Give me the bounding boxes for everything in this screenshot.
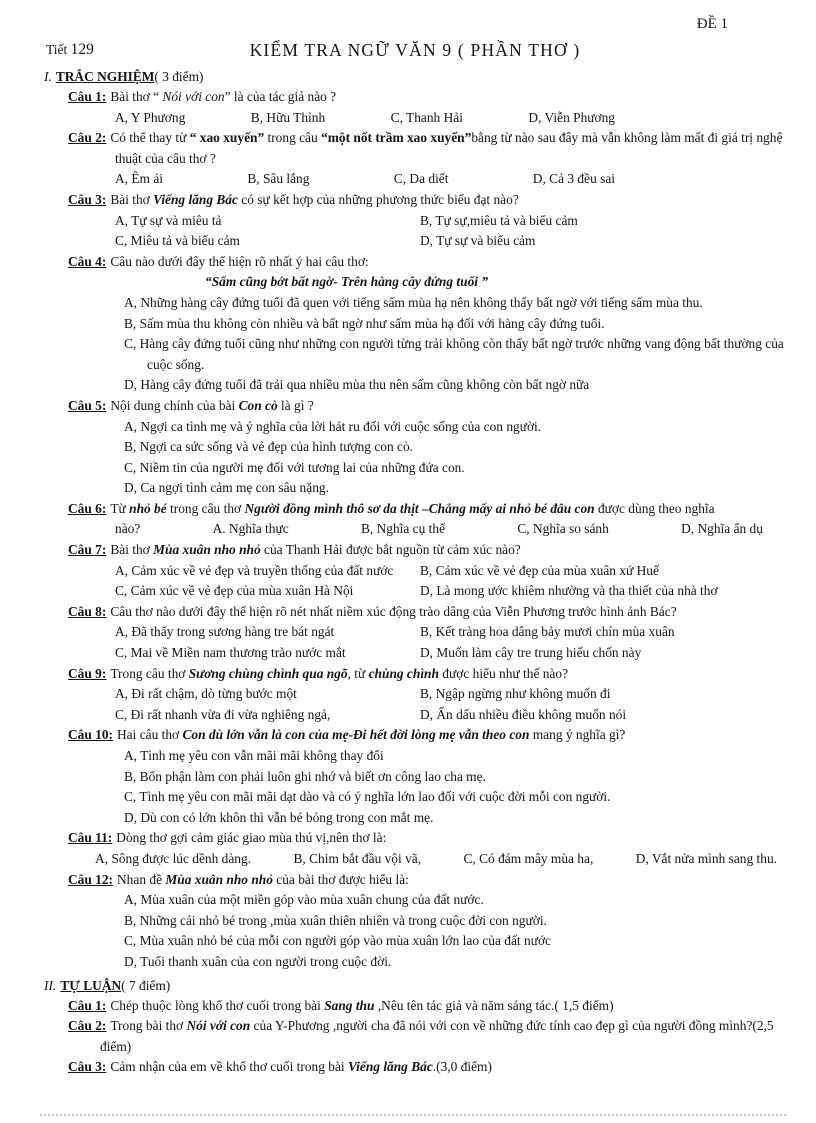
question-label: Câu 2: xyxy=(68,1018,107,1034)
text-segment: có sự kết hợp của những phương thức biểu đạt nào? xyxy=(237,191,519,207)
question xyxy=(44,252,786,396)
essay-question-list xyxy=(44,996,786,1078)
text-segment: Tình mẹ yêu con vẫn mãi mãi không thay đổi xyxy=(140,748,384,763)
question-text xyxy=(44,602,786,623)
answer-option xyxy=(391,108,463,129)
option-letter: B, xyxy=(124,912,140,928)
text-segment: ,Nêu tên tác giả và năm sáng tác.( 1,5 điểm) xyxy=(374,997,614,1013)
text-segment: Viễn Phương xyxy=(544,109,615,125)
text-segment: Niềm tin của người mẹ đối với tương lai của những đứa con. xyxy=(139,459,465,475)
options-group xyxy=(115,561,786,602)
text-segment: Nghĩa so sánh xyxy=(532,521,609,537)
text-segment: Mùa xuân của một miền góp vào mùa xuân chung của đất nước. xyxy=(140,892,484,908)
text-segment: Nghĩa ẩn dụ xyxy=(697,521,763,537)
section-essay-title: TỰ LUẬN xyxy=(60,977,122,993)
text-segment: Nói với con xyxy=(186,1018,251,1034)
answer-option xyxy=(124,911,786,932)
answer-option xyxy=(420,581,786,602)
section-mcq-numeral: I. xyxy=(44,69,52,84)
option-letter: A, xyxy=(115,686,132,702)
answer-option xyxy=(124,808,786,829)
answer-option xyxy=(115,705,420,726)
answer-option xyxy=(124,417,786,438)
question-label: Câu 4: xyxy=(68,253,107,269)
answer-option xyxy=(420,211,786,232)
text-segment: Sương chùng chình qua ngõ xyxy=(188,665,348,681)
question-text xyxy=(44,190,786,211)
option-letter: A, xyxy=(124,892,141,908)
question-text xyxy=(44,540,786,561)
question xyxy=(44,664,786,726)
option-letter: A, xyxy=(115,212,132,228)
text-segment: Tự sự,miêu tả và biểu cảm xyxy=(435,212,578,228)
option-letter: C, xyxy=(115,583,131,599)
text-segment: Kết tràng hoa dâng bảy mươi chín mùa xuân xyxy=(435,624,675,640)
question xyxy=(44,870,786,973)
text-segment: trong câu thơ xyxy=(166,500,245,516)
question-text xyxy=(44,396,786,417)
answer-option xyxy=(124,334,786,375)
question-text-tail: nào? xyxy=(115,521,141,537)
option-letter: C, xyxy=(115,233,131,249)
text-segment: “một nốt trầm xao xuyến” xyxy=(321,130,472,146)
option-letter: A, xyxy=(115,562,132,578)
text-segment: trong câu xyxy=(264,130,322,146)
answer-option xyxy=(115,169,163,190)
text-segment: Đi rất nhanh vừa đi vừa nghiêng ngả, xyxy=(130,706,331,722)
text-segment: Những hàng cây đứng tuổi đã quen với tiếng sấm mùa hạ nên không thấy bất ngờ với tiếng sấm mùa thu. xyxy=(140,294,703,310)
text-segment: Cảm xúc về vẻ đẹp của mùa xuân xứ Huế xyxy=(435,562,659,578)
text-segment: của Thanh Hải được bắt nguồn từ cảm xúc nào? xyxy=(260,542,521,558)
options-group xyxy=(124,746,786,828)
options-group xyxy=(115,684,786,725)
options-group xyxy=(95,849,777,870)
question xyxy=(44,540,786,602)
question-label: Câu 6: xyxy=(68,500,107,516)
text-segment: Hàng cây đứng tuổi đã trải qua nhiều mùa thu nên sấm cũng không còn bất ngờ nữa xyxy=(140,377,590,393)
option-letter: B, xyxy=(420,686,436,702)
answer-option xyxy=(124,314,786,335)
text-segment: Bài thơ “ xyxy=(110,89,163,104)
question-text xyxy=(44,664,786,685)
quoted-verse: “Sấm cũng bớt bất ngờ- Trên hàng cây đứng tuổi ” xyxy=(205,274,489,290)
answer-option xyxy=(115,211,420,232)
text-segment: Người đồng mình thô sơ da thịt –Chẳng mấy ai nhỏ bé đâu con xyxy=(244,500,595,516)
answer-option xyxy=(124,787,786,808)
answer-option xyxy=(124,746,786,767)
option-letter: A, xyxy=(115,171,132,187)
option-letter: A, xyxy=(124,418,141,434)
exam-header xyxy=(44,37,786,64)
text-segment: Ẩn dấu nhiều điều không muốn nói xyxy=(436,706,627,722)
option-letter: D, xyxy=(124,377,141,393)
text-segment: Dù con có lớn khôn thì vẫn bé bỏng trong con mắt mẹ. xyxy=(140,809,434,825)
page-title: KIỂM TRA NGỮ VĂN 9 ( PHẦN THƠ ) xyxy=(249,40,581,60)
question xyxy=(44,725,786,828)
option-letter: D, xyxy=(532,171,550,187)
option-letter: D, xyxy=(681,521,698,537)
answer-option xyxy=(420,643,786,664)
option-letter: D, xyxy=(420,706,437,722)
option-letter: C, xyxy=(124,459,140,475)
answer-option xyxy=(124,931,786,952)
option-letter: A, xyxy=(95,850,112,866)
option-letter: C, xyxy=(390,109,407,125)
section-mcq-points: ( 3 điểm) xyxy=(154,69,204,84)
answer-option xyxy=(636,849,777,870)
text-segment: Ngập ngừng như không muốn đi xyxy=(435,686,611,702)
option-letter: B, xyxy=(247,171,263,187)
answer-option xyxy=(463,849,593,870)
options-group xyxy=(115,108,615,129)
answer-option xyxy=(95,849,251,870)
answer-option xyxy=(124,293,786,314)
option-letter: A. xyxy=(212,521,229,537)
question-text xyxy=(44,499,786,520)
section-mcq-title: TRẮC NGHIỆM xyxy=(55,69,155,84)
question xyxy=(44,1057,786,1078)
options-group xyxy=(115,169,615,190)
answer-option xyxy=(420,231,786,252)
options-group xyxy=(115,211,786,252)
text-segment: ” là của tác giả nào ? xyxy=(224,89,337,104)
text-segment: Câu thơ nào dưới đây thể hiện rõ nét nhất niềm xúc động trào dâng của Viễn Phương trước hình ảnh Bác? xyxy=(110,603,677,619)
text-segment: Nghĩa thực xyxy=(228,521,289,537)
text-segment: Bài thơ xyxy=(110,191,154,207)
text-segment: Trong bài thơ xyxy=(110,1018,187,1034)
text-segment: Cả 3 đều sai xyxy=(549,171,615,187)
section-essay-heading xyxy=(44,975,786,996)
text-segment: Ca ngợi tình cảm mẹ con sâu nặng. xyxy=(140,480,329,496)
question-label: Câu 9: xyxy=(68,665,107,681)
question xyxy=(44,828,786,869)
text-segment: của Y-Phương ,người cha đã nói với con về những đức tính cao đẹp gì của người đồng mình?(2,5 điểm) xyxy=(100,1018,774,1054)
question xyxy=(44,87,786,128)
answer-option xyxy=(420,622,786,643)
text-segment: Mùa xuân nho nhỏ xyxy=(153,542,261,558)
text-segment: Viếng lăng Bác xyxy=(153,191,238,207)
text-segment: Y Phương xyxy=(130,109,186,125)
text-segment: Ngợi ca sức sống và vẻ đẹp của hình tượng con cò. xyxy=(139,439,413,455)
text-segment: Muốn làm cây tre trung hiếu chốn này xyxy=(436,645,642,661)
option-letter: D, xyxy=(420,583,437,599)
text-segment: Cảm nhận của em về khổ thơ cuối trong bài xyxy=(110,1059,348,1075)
answer-option xyxy=(528,108,615,129)
text-segment: của bài thơ được hiểu là: xyxy=(272,871,409,887)
text-segment: Mùa xuân nhỏ bé của mỗi con người góp vào mùa xuân lớn lao của đất nước xyxy=(139,933,551,949)
text-segment: , từ xyxy=(347,665,369,681)
section-essay-numeral: II. xyxy=(44,977,57,993)
text-segment: Tình mẹ yêu con mãi mãi dạt dào và có ý nghĩa lớn lao đối với cuộc đời mỗi con người. xyxy=(139,789,611,805)
text-segment: Ngợi ca tình mẹ và ý nghĩa của lời hát ru đối với cuộc sống của con người. xyxy=(140,418,542,434)
option-letter: B, xyxy=(250,109,267,125)
text-segment: Mai về Miền nam thương trào nước mắt xyxy=(130,645,346,661)
option-letter: C, xyxy=(463,850,480,866)
text-segment: Sang thu xyxy=(324,997,375,1013)
text-segment: Đã thấy trong sương hàng tre bát ngát xyxy=(131,624,335,640)
option-letter: C, xyxy=(115,706,131,722)
question-label: Câu 3: xyxy=(68,1059,107,1075)
question xyxy=(44,396,786,499)
text-segment: Trong câu thơ xyxy=(110,665,189,681)
answer-option xyxy=(251,108,325,129)
option-letter: B, xyxy=(360,521,377,537)
question xyxy=(44,190,786,252)
answer-option xyxy=(394,169,449,190)
exam-code: ĐỀ 1 xyxy=(696,16,728,32)
option-letter: B, xyxy=(420,562,436,578)
text-segment: Chim bắt đầu vội vã, xyxy=(309,850,422,866)
question xyxy=(44,1016,786,1057)
text-segment: được dùng theo nghĩa xyxy=(594,500,715,516)
question-label: Câu 3: xyxy=(68,191,107,207)
option-letter: D, xyxy=(124,953,141,969)
option-letter: B, xyxy=(124,439,140,455)
question-text xyxy=(44,725,786,746)
answer-option xyxy=(124,890,786,911)
text-segment: Tự sự và biểu cảm xyxy=(436,233,536,249)
option-letter: A, xyxy=(115,109,131,125)
options-group xyxy=(115,622,786,663)
option-letter: A, xyxy=(124,294,141,310)
lesson-number xyxy=(46,41,94,59)
answer-option xyxy=(124,458,786,479)
question-text xyxy=(44,87,786,108)
text-segment: Thanh Hải xyxy=(406,109,463,125)
text-segment: bằng từ nào sau đây mà vẫn không làm mất đi giá trị nghệ thuật của câu thơ ? xyxy=(115,130,783,166)
lesson-prefix: Tiết xyxy=(46,42,68,57)
options-group xyxy=(124,417,786,499)
text-segment: nhỏ bé xyxy=(129,500,167,516)
text-segment: Con dù lớn vẫn là con của mẹ-Đi hết đời lòng mẹ vẫn theo con xyxy=(182,727,530,743)
question-label: Câu 1: xyxy=(68,997,107,1013)
text-segment: Mùa xuân nho nhỏ xyxy=(165,871,273,887)
question-label: Câu 2: xyxy=(68,130,107,146)
options-group xyxy=(124,293,786,396)
text-segment: Nói với con xyxy=(162,89,225,104)
section-essay-points: ( 7 điểm) xyxy=(121,977,171,993)
question-label: Câu 8: xyxy=(68,603,107,619)
question-label: Câu 11: xyxy=(68,830,113,846)
page-bottom-divider xyxy=(40,1114,786,1116)
answer-option xyxy=(681,519,763,540)
options-group xyxy=(115,519,763,540)
question-text xyxy=(44,828,786,849)
question xyxy=(44,499,786,540)
text-segment: Dòng thơ gợi cảm giác giao mùa thú vị,nên thơ là: xyxy=(116,830,387,846)
text-segment: Con cò xyxy=(238,397,278,413)
question-text xyxy=(44,870,786,891)
text-segment: chùng chình xyxy=(368,665,439,681)
text-segment: .(3,0 điểm) xyxy=(432,1059,492,1075)
text-segment: Tuổi thanh xuân của con người trong cuộc đời. xyxy=(140,953,392,969)
text-segment: Nhan đề xyxy=(117,871,166,887)
question-label: Câu 1: xyxy=(68,89,107,104)
answer-option xyxy=(124,437,786,458)
question-label: Câu 5: xyxy=(68,397,107,413)
question-text xyxy=(44,1057,786,1078)
text-segment: Sấm mùa thu không còn nhiều và bất ngờ như sấm mùa hạ đối với hàng cây đứng tuổi. xyxy=(139,315,605,331)
question-text xyxy=(44,252,786,273)
text-segment: Hữu Thỉnh xyxy=(266,109,326,125)
option-letter: A, xyxy=(124,748,141,763)
option-letter: D, xyxy=(124,809,141,825)
text-segment: Sâu lắng xyxy=(262,171,310,187)
option-letter: C, xyxy=(393,171,410,187)
option-letter: A, xyxy=(115,624,132,640)
text-segment: là gì ? xyxy=(277,397,314,413)
text-segment: Chép thuộc lòng khổ thơ cuối trong bài xyxy=(110,997,325,1013)
text-segment: Đi rất chậm, dò từng bước một xyxy=(131,686,297,702)
text-segment: Viếng lăng Bác xyxy=(347,1059,433,1075)
text-segment: Hai câu thơ xyxy=(117,727,183,743)
answer-option xyxy=(115,581,420,602)
text-segment: Sông được lúc dềnh dàng. xyxy=(111,850,252,866)
answer-option xyxy=(115,622,420,643)
answer-option xyxy=(115,108,185,129)
answer-option xyxy=(420,561,786,582)
question xyxy=(44,996,786,1017)
option-letter: B, xyxy=(124,315,140,331)
text-segment: Nghĩa cụ thể xyxy=(376,521,446,537)
option-letter: C, xyxy=(115,645,131,661)
answer-option xyxy=(115,231,420,252)
text-segment: Miêu tả và biểu cảm xyxy=(130,233,240,249)
text-segment: Từ xyxy=(110,500,130,516)
option-letter: B, xyxy=(293,850,310,866)
option-letter: D, xyxy=(635,850,652,866)
option-letter: D, xyxy=(420,233,437,249)
text-segment: Có đám mây mùa ha, xyxy=(479,850,594,866)
option-letter: B, xyxy=(124,768,140,784)
text-segment: Những cái nhỏ bé trong ,mùa xuân thiên nhiên và trong cuộc đời con người. xyxy=(139,912,547,928)
text-segment: Vắt nửa mình sang thu. xyxy=(651,850,777,866)
option-letter: C, xyxy=(124,789,140,805)
answer-option xyxy=(420,684,786,705)
lesson-value: 129 xyxy=(70,41,94,58)
question-text xyxy=(44,128,786,169)
option-letter: C, xyxy=(517,521,533,537)
answer-option xyxy=(213,519,289,540)
option-letter: D, xyxy=(528,109,545,125)
answer-option xyxy=(115,561,420,582)
text-segment: Hàng cây đứng tuổi cũng như những con người từng trải không còn thấy bất ngờ trước những vang động bất thường của cuộc sống. xyxy=(139,336,784,372)
answer-option xyxy=(517,519,609,540)
option-letter: C, xyxy=(124,933,140,949)
mcq-question-list xyxy=(44,87,786,973)
question xyxy=(44,128,786,190)
option-letter: D, xyxy=(420,645,437,661)
answer-option xyxy=(361,519,445,540)
question-text xyxy=(44,1016,786,1057)
text-segment: được hiểu như thế nào? xyxy=(438,665,569,681)
text-segment: Bài thơ xyxy=(110,542,154,558)
answer-option xyxy=(124,478,786,499)
answer-option xyxy=(247,169,309,190)
text-segment: mang ý nghĩa gì? xyxy=(529,727,626,743)
question-text xyxy=(44,996,786,1017)
question-label: Câu 7: xyxy=(68,542,107,558)
text-segment: Da diết xyxy=(409,171,449,187)
answer-option xyxy=(420,705,786,726)
answer-option xyxy=(115,643,420,664)
answer-option xyxy=(293,849,421,870)
text-segment: “ xao xuyến” xyxy=(189,130,265,146)
text-segment: Bổn phận làm con phải luôn ghi nhớ và biết ơn công lao cha mẹ. xyxy=(139,768,486,784)
answer-option xyxy=(115,684,420,705)
text-segment: Câu nào dưới đây thể hiện rõ nhất ý hai câu thơ: xyxy=(110,253,369,269)
answer-option xyxy=(124,952,786,973)
options-group xyxy=(124,890,786,972)
option-letter: B, xyxy=(420,624,436,640)
question xyxy=(44,602,786,664)
text-segment: Cảm xúc về vẻ đẹp và truyền thống của đất nước xyxy=(131,562,394,578)
answer-option xyxy=(124,767,786,788)
text-segment: Có thể thay từ xyxy=(110,130,190,146)
question-label: Câu 12: xyxy=(68,871,114,887)
answer-option xyxy=(124,375,786,396)
text-segment: Êm ái xyxy=(131,171,163,187)
answer-option xyxy=(533,169,615,190)
option-letter: B, xyxy=(420,212,436,228)
text-segment: Nội dung chính của bài xyxy=(110,397,239,413)
text-segment: Là mong ước khiêm nhường và tha thiết của nhà thơ xyxy=(436,583,718,599)
question-label: Câu 10: xyxy=(68,727,114,743)
option-letter: D, xyxy=(124,480,141,496)
text-segment: Cảm xúc về vẻ đẹp của mùa xuân Hà Nội xyxy=(130,583,354,599)
section-mcq-heading xyxy=(44,66,786,87)
text-segment: Tự sự và miêu tả xyxy=(131,212,222,228)
option-letter: C, xyxy=(124,336,140,352)
